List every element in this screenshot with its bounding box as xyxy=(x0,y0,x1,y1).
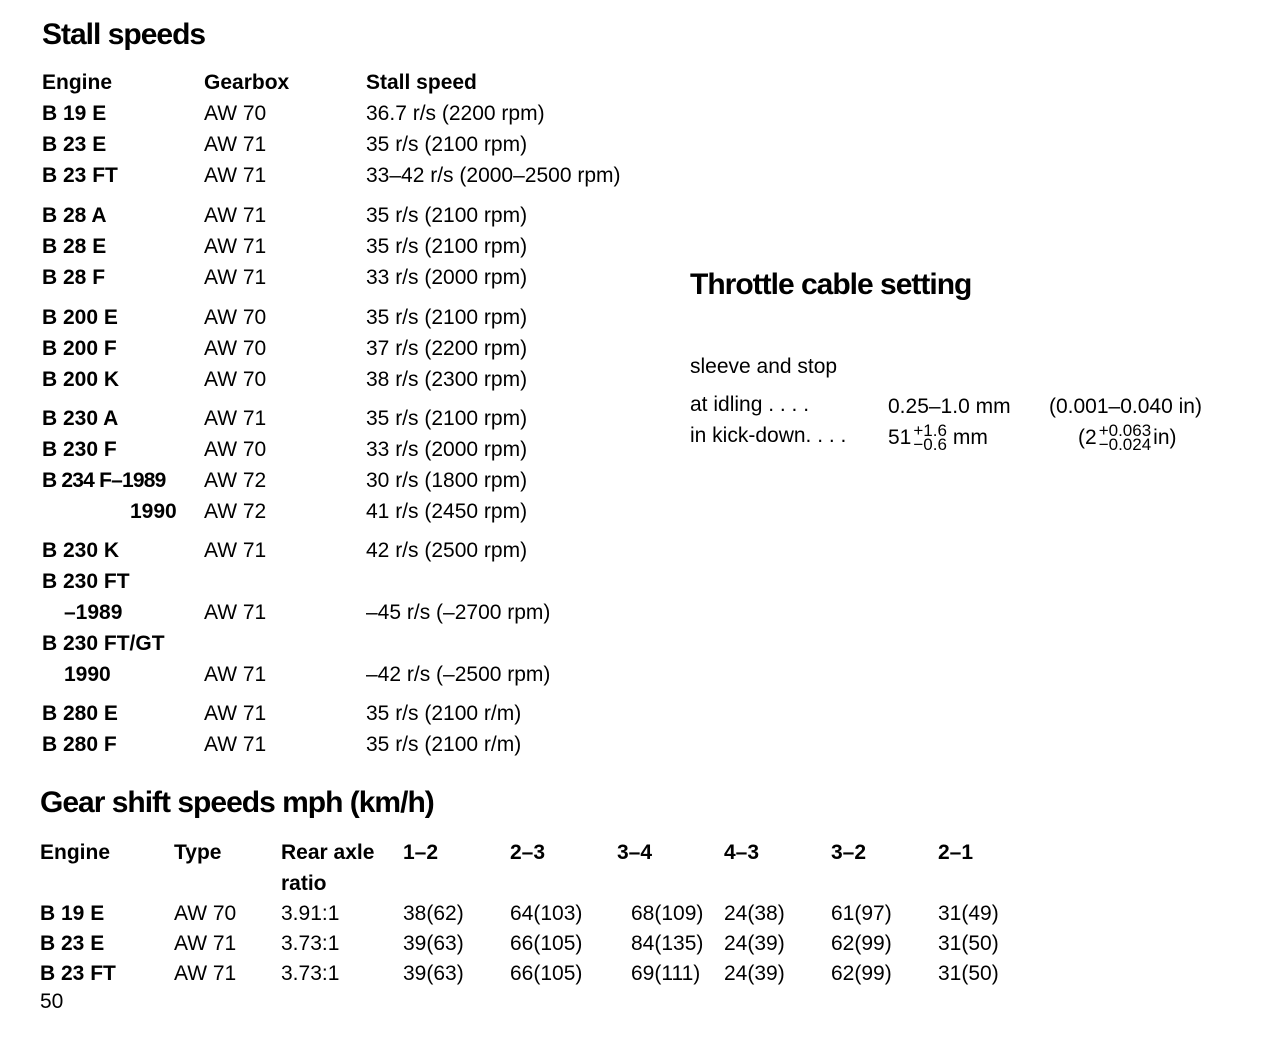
gear-row-engine: B 23 FT xyxy=(40,962,116,985)
stall-row-engine: B 230 FT/GT xyxy=(42,632,165,655)
stall-row-gearbox: AW 71 xyxy=(204,164,267,187)
gear-row-4-3: 24(39) xyxy=(724,932,785,955)
page-number: 50 xyxy=(40,990,64,1013)
gear-row-2-1: 31(50) xyxy=(938,932,999,955)
gear-row-1-2: 39(63) xyxy=(403,932,464,955)
stall-row-gearbox: AW 70 xyxy=(204,102,267,125)
stall-row-engine: B 230 A xyxy=(42,407,119,430)
stall-header-engine: Engine xyxy=(42,71,113,94)
gear-row-3-2: 61(97) xyxy=(831,902,892,925)
stall-row-speed: –42 r/s (–2500 rpm) xyxy=(366,663,551,686)
stall-row-gearbox: AW 71 xyxy=(204,733,267,756)
gear-row-ratio: 3.73:1 xyxy=(281,932,340,955)
gear-header-2-1: 2–1 xyxy=(938,841,974,864)
gear-row-4-3: 24(38) xyxy=(724,902,785,925)
gear-row-1-2: 39(63) xyxy=(403,962,464,985)
gear-header-2-3: 2–3 xyxy=(510,841,546,864)
kick-unit: mm xyxy=(952,426,988,449)
throttle-sleeve-label: sleeve and stop xyxy=(690,355,838,378)
stall-row-engine: 1990 xyxy=(130,500,177,523)
stall-row-gearbox: AW 71 xyxy=(204,539,267,562)
gear-row-2-1: 31(50) xyxy=(938,962,999,985)
stall-row-gearbox: AW 71 xyxy=(204,702,267,725)
stall-row-engine: B 200 K xyxy=(42,368,120,391)
throttle-idle-mm: 0.25–1.0 mm xyxy=(888,395,1011,418)
stall-row-gearbox: AW 70 xyxy=(204,438,267,461)
stall-row-gearbox: AW 71 xyxy=(204,133,267,156)
stall-header-gearbox: Gearbox xyxy=(204,71,290,94)
gear-row-type: AW 71 xyxy=(174,962,237,985)
stall-row-engine: –1989 xyxy=(64,601,123,624)
stall-row-engine: B 230 FT xyxy=(42,570,130,593)
gear-header-rear-axle: Rear axle xyxy=(281,841,375,864)
stall-header-speed: Stall speed xyxy=(366,71,477,94)
gear-row-3-4: 84(135) xyxy=(631,932,704,955)
stall-row-speed: 35 r/s (2100 rpm) xyxy=(366,407,528,430)
stall-row-engine: B 28 A xyxy=(42,204,107,227)
stall-row-engine: B 200 E xyxy=(42,306,118,329)
stall-row-engine: B 230 F xyxy=(42,438,117,461)
stall-row-speed: 42 r/s (2500 rpm) xyxy=(366,539,528,562)
stall-row-gearbox: AW 71 xyxy=(204,235,267,258)
stall-speeds-title: Stall speeds xyxy=(42,18,206,51)
throttle-idle-label: at idling . . . . xyxy=(690,393,810,416)
throttle-title: Throttle cable setting xyxy=(690,268,972,301)
gear-row-1-2: 38(62) xyxy=(403,902,464,925)
gear-row-engine: B 19 E xyxy=(40,902,105,925)
stall-row-speed: 35 r/s (2100 rpm) xyxy=(366,306,528,329)
kick-in-unit: in) xyxy=(1153,426,1177,449)
gear-row-4-3: 24(39) xyxy=(724,962,785,985)
stall-row-engine: B 23 FT xyxy=(42,164,118,187)
stall-row-engine: B 280 F xyxy=(42,733,117,756)
gear-header-engine: Engine xyxy=(40,841,111,864)
stall-row-speed: 35 r/s (2100 rpm) xyxy=(366,235,528,258)
stall-row-engine: B 234 F–1989 xyxy=(42,469,166,492)
gear-row-3-4: 69(111) xyxy=(631,962,701,985)
kick-in-tol-minus: −0.024 xyxy=(1098,435,1152,454)
stall-row-engine: B 19 E xyxy=(42,102,107,125)
stall-row-speed: 35 r/s (2100 rpm) xyxy=(366,204,528,227)
stall-row-engine: B 230 K xyxy=(42,539,120,562)
stall-row-speed: 41 r/s (2450 rpm) xyxy=(366,500,528,523)
gear-row-ratio: 3.73:1 xyxy=(281,962,340,985)
stall-row-speed: 37 r/s (2200 rpm) xyxy=(366,337,528,360)
stall-row-gearbox: AW 71 xyxy=(204,266,267,289)
stall-row-gearbox: AW 70 xyxy=(204,306,267,329)
stall-row-engine: B 200 F xyxy=(42,337,117,360)
stall-row-engine: 1990 xyxy=(64,663,111,686)
stall-row-speed: 33 r/s (2000 rpm) xyxy=(366,438,528,461)
gear-header-ratio: ratio xyxy=(281,872,327,895)
gear-row-2-3: 66(105) xyxy=(510,962,583,985)
gear-header-type: Type xyxy=(174,841,222,864)
kick-in-tolerance xyxy=(1098,421,1152,454)
stall-row-engine: B 280 E xyxy=(42,702,118,725)
kick-tolerance xyxy=(913,421,947,454)
gear-row-2-1: 31(49) xyxy=(938,902,999,925)
gear-shift-title: Gear shift speeds mph (km/h) xyxy=(40,786,434,819)
gear-row-3-4: 68(109) xyxy=(631,902,704,925)
gear-row-engine: B 23 E xyxy=(40,932,105,955)
stall-row-gearbox: AW 71 xyxy=(204,601,267,624)
stall-row-gearbox: AW 71 xyxy=(204,663,267,686)
throttle-idle-in: (0.001–0.040 in) xyxy=(1049,395,1202,418)
kick-in-base-value: (2 xyxy=(1078,426,1097,449)
kick-in-tol-plus: +0.063 xyxy=(1098,421,1152,440)
kick-base-value: 51 xyxy=(888,426,912,449)
stall-row-gearbox: AW 71 xyxy=(204,407,267,430)
stall-row-speed: 33–42 r/s (2000–2500 rpm) xyxy=(366,164,621,187)
throttle-kick-mm xyxy=(888,420,988,456)
stall-row-speed: 35 r/s (2100 r/m) xyxy=(366,702,522,725)
stall-row-speed: 35 r/s (2100 rpm) xyxy=(366,133,528,156)
throttle-kick-in xyxy=(1078,420,1177,456)
stall-row-speed: 30 r/s (1800 rpm) xyxy=(366,469,528,492)
gear-row-type: AW 70 xyxy=(174,902,237,925)
stall-row-engine: B 28 E xyxy=(42,235,107,258)
throttle-kick-label: in kick-down. . . . xyxy=(690,424,847,447)
gear-row-3-2: 62(99) xyxy=(831,932,892,955)
kick-tol-plus: +1.6 xyxy=(913,421,947,440)
stall-row-speed: 35 r/s (2100 r/m) xyxy=(366,733,522,756)
gear-header-4-3: 4–3 xyxy=(724,841,760,864)
gear-header-1-2: 1–2 xyxy=(403,841,439,864)
stall-row-gearbox: AW 72 xyxy=(204,500,267,523)
stall-row-speed: 33 r/s (2000 rpm) xyxy=(366,266,528,289)
gear-row-type: AW 71 xyxy=(174,932,237,955)
stall-row-engine: B 23 E xyxy=(42,133,107,156)
gear-row-ratio: 3.91:1 xyxy=(281,902,340,925)
stall-row-gearbox: AW 71 xyxy=(204,204,267,227)
stall-row-gearbox: AW 72 xyxy=(204,469,267,492)
stall-row-speed: –45 r/s (–2700 rpm) xyxy=(366,601,551,624)
stall-row-gearbox: AW 70 xyxy=(204,337,267,360)
stall-row-engine: B 28 F xyxy=(42,266,106,289)
gear-row-2-3: 64(103) xyxy=(510,902,583,925)
gear-header-3-2: 3–2 xyxy=(831,841,867,864)
stall-row-speed: 38 r/s (2300 rpm) xyxy=(366,368,528,391)
gear-row-3-2: 62(99) xyxy=(831,962,892,985)
kick-tol-minus: −0.6 xyxy=(913,435,947,454)
stall-row-speed: 36.7 r/s (2200 rpm) xyxy=(366,102,545,125)
stall-row-gearbox: AW 70 xyxy=(204,368,267,391)
gear-row-2-3: 66(105) xyxy=(510,932,583,955)
gear-header-3-4: 3–4 xyxy=(617,841,653,864)
